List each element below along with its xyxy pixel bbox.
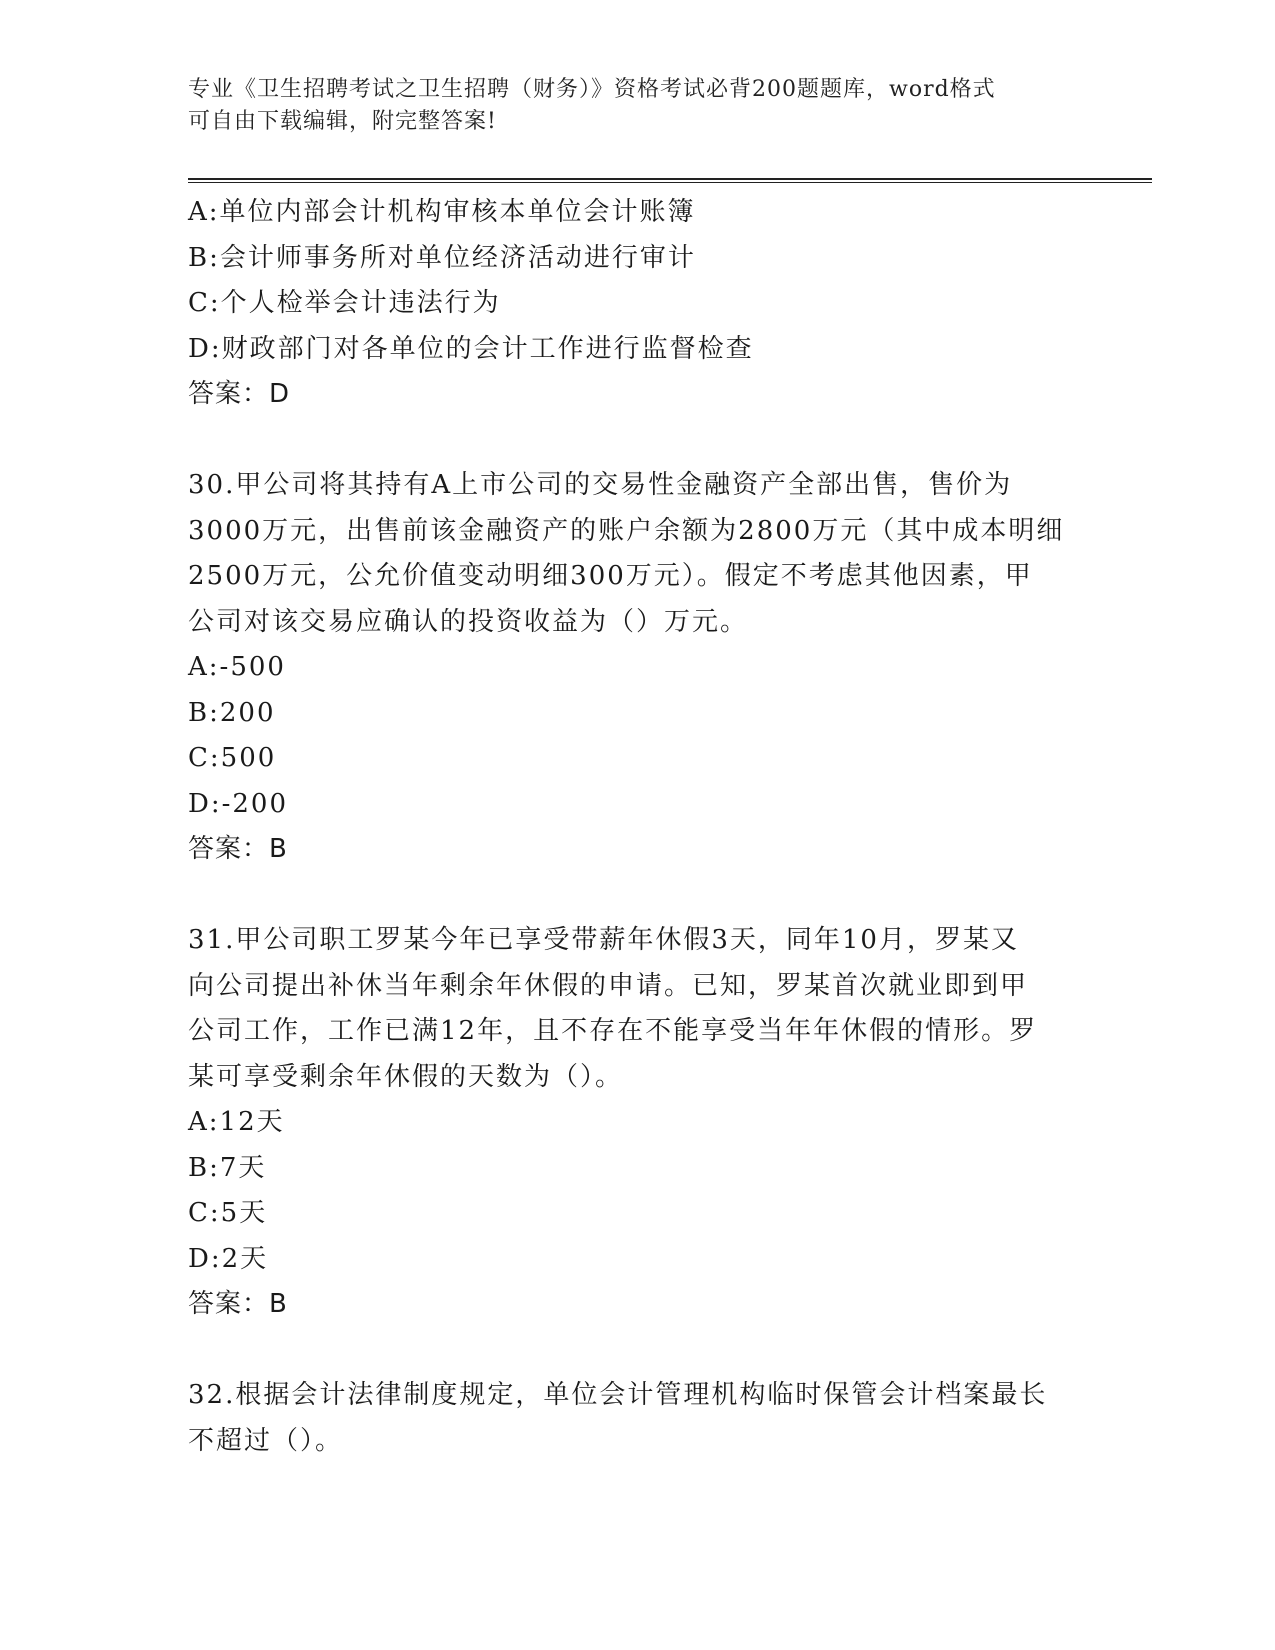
question-30-block	[188, 463, 1088, 873]
question-30-text	[188, 463, 1088, 645]
option-d: D:财政部门对各单位的会计工作进行监督检查	[188, 333, 754, 364]
answer-line: 答案：B	[188, 834, 288, 864]
answer-line: 答案：B	[188, 1289, 288, 1319]
document-header	[188, 74, 1088, 138]
question-text-line: 3000万元，出售前该金融资产的账户余额为2800万元（其中成本明细	[188, 515, 1065, 546]
option-d: D:2天	[188, 1243, 269, 1274]
question-31-block	[188, 918, 1088, 1328]
question-32-block	[188, 1373, 1088, 1464]
question-31-text	[188, 918, 1088, 1100]
option-a: A:单位内部会计机构审核本单位会计账簿	[188, 197, 696, 227]
question-text-line: 向公司提出补休当年剩余年休假的申请。已知，罗某首次就业即到甲	[188, 970, 1029, 1001]
spacer	[188, 418, 1088, 464]
option-d: D:-200	[188, 788, 289, 819]
header-line-2: 可自由下载编辑，附完整答案!	[188, 109, 497, 134]
option-a: A:-500	[188, 652, 286, 682]
option-b: B:会计师事务所对单位经济活动进行审计	[188, 242, 696, 273]
answer-line: 答案：D	[188, 379, 291, 409]
option-b: B:7天	[188, 1152, 267, 1183]
spacer	[188, 1328, 1088, 1374]
option-c: C:5天	[188, 1198, 268, 1228]
question-text-line: 30.甲公司将其持有A上市公司的交易性金融资产全部出售，售价为	[188, 470, 1013, 500]
question-32-text	[188, 1373, 1088, 1464]
header-divider	[188, 178, 1152, 183]
question-text-line: 某可享受剩余年休假的天数为（）。	[188, 1061, 624, 1092]
option-c: C:500	[188, 743, 277, 773]
question-text-line: 不超过（）。	[188, 1425, 344, 1456]
spacer	[188, 873, 1088, 919]
option-a: A:12天	[188, 1107, 285, 1137]
question-text-line: 2500万元，公允价值变动明细300万元）。假定不考虑其他因素，甲	[188, 561, 1033, 591]
question-text-line: 31.甲公司职工罗某今年已享受带薪年休假3天，同年10月，罗某又	[188, 925, 1019, 955]
document-body	[188, 190, 1088, 1464]
question-text-line: 32.根据会计法律制度规定，单位会计管理机构临时保管会计档案最长	[188, 1380, 1048, 1410]
option-b: B:200	[188, 697, 276, 728]
header-line-1: 专业《卫生招聘考试之卫生招聘（财务）》资格考试必背200题题库，word格式	[188, 77, 996, 102]
question-29-block	[188, 190, 1088, 418]
question-text-line: 公司工作，工作已满12年，且不存在不能享受当年年休假的情形。罗	[188, 1016, 1038, 1046]
question-text-line: 公司对该交易应确认的投资收益为（）万元。	[188, 606, 749, 637]
option-c: C:个人检举会计违法行为	[188, 288, 501, 318]
